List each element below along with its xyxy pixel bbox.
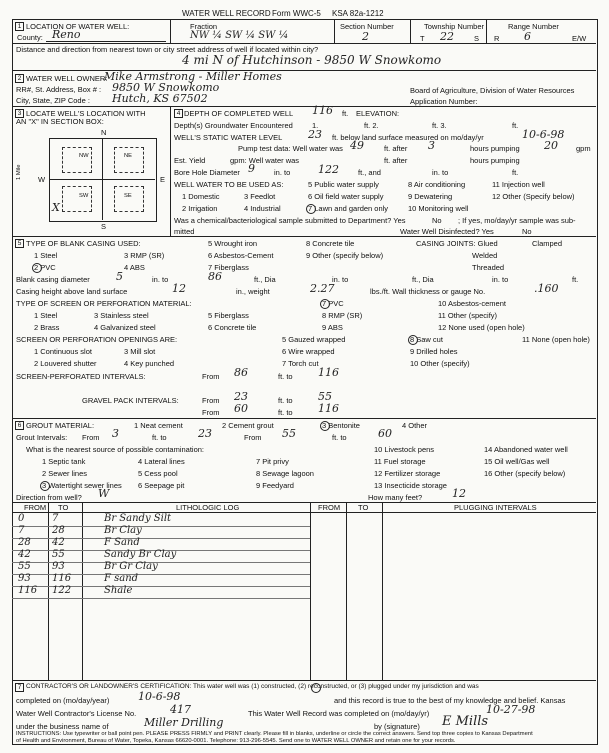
grout-intervals-label: Grout Intervals:	[16, 433, 68, 442]
log-description: F sand	[104, 573, 139, 584]
log-to: 93	[52, 561, 65, 572]
direction-label: Direction from well?	[16, 493, 82, 502]
opening-option: 8 Saw cut	[410, 335, 443, 344]
divider	[410, 19, 411, 43]
township-s: S	[474, 34, 480, 43]
county-value: Reno	[52, 28, 81, 41]
contam-option: 2 Sewer lines	[42, 469, 88, 478]
bact-label: Was a chemical/bacteriological sample submitted to Department? Yes	[174, 216, 406, 225]
selected-circle	[311, 683, 321, 693]
contamination-label: What is the nearest source of possible contamination:	[26, 445, 205, 454]
opening-option: 10 Other (specify)	[410, 359, 470, 368]
log-from: 28	[18, 537, 31, 548]
grout-from-label-2: From	[244, 433, 262, 442]
signature-label: by (signature)	[374, 722, 420, 731]
perf-from-label: From	[202, 372, 220, 381]
well-location-x: X	[52, 201, 60, 214]
screen-option: 11 Other (specify)	[438, 311, 498, 320]
pump-gpm-label: gpm	[576, 144, 591, 153]
form-statute: KSA 82a-1212	[332, 9, 384, 18]
screen-option: 5 Fiberglass	[208, 311, 249, 320]
grout-from: 3	[112, 427, 119, 440]
use-option: 8 Air conditioning	[408, 180, 466, 189]
casing-option: 2 PVC	[34, 263, 56, 272]
contam-option: 10 Livestock pens	[374, 445, 435, 454]
gravel-to-2: 116	[318, 402, 339, 415]
joints-label: CASING JOINTS: Glued	[416, 239, 498, 248]
selected-circle	[320, 421, 330, 431]
screen-option: 3 Stainless steel	[94, 311, 149, 320]
use-option: 6 Oil field water supply	[308, 192, 384, 201]
elevation-label: ELEVATION:	[356, 109, 400, 118]
contam-option: 13 Insecticide storage	[374, 481, 447, 490]
contam-option: 14 Abandoned water well	[484, 445, 568, 454]
use-option: 9 Dewatering	[408, 192, 453, 201]
yield-hours: hours pumping	[470, 156, 520, 165]
perf-from: 86	[234, 366, 248, 379]
screen-label: TYPE OF SCREEN OR PERFORATION MATERIAL:	[16, 299, 192, 308]
blank-ft-dia: ft., Dia	[412, 275, 434, 284]
range-ew: E/W	[572, 34, 587, 43]
label-sw: SW	[79, 193, 89, 199]
perf-label: SCREEN-PERFORATED INTERVALS:	[16, 372, 146, 381]
gravel-to-label: ft. to	[278, 396, 293, 405]
quarter-ne	[114, 147, 144, 173]
opening-option: 5 Gauzed wrapped	[282, 335, 346, 344]
instructions: INSTRUCTIONS: Use typewriter or ball point pen. PLEASE PRESS FIRMLY and PRINT clearly. Please fill in blanks, underline or circle the correct answers. Send top three copies to Kansas Department	[16, 731, 533, 737]
opening-option: 11 None (open hole)	[522, 335, 590, 344]
compass-n: N	[101, 128, 107, 137]
rule	[12, 418, 596, 419]
log-from-header: FROM	[24, 503, 47, 512]
log-from: 42	[18, 549, 31, 560]
screen-option: 8 RMP (SR)	[322, 311, 363, 320]
address-label: RR#, St. Address, Box # :	[16, 85, 102, 94]
rule	[12, 70, 596, 71]
county-line	[46, 41, 166, 42]
height-label: Casing height above land surface	[16, 287, 128, 296]
divider	[170, 19, 171, 43]
pump-hours: 3	[428, 139, 435, 152]
completed-label: completed on (mo/day/year)	[16, 696, 110, 705]
rule	[12, 512, 596, 513]
log-to2-header: TO	[358, 503, 369, 512]
log-from: 7	[18, 525, 25, 536]
use-option: 1 Domestic	[182, 192, 220, 201]
use-option: 3 Feedlot	[244, 192, 276, 201]
range-value: 6	[524, 30, 531, 43]
disinfected-no: No	[522, 227, 532, 236]
grout-option: 2 Cement grout	[222, 421, 274, 430]
blank-ft-end: ft.	[572, 275, 579, 284]
static-label: WELL'S STATIC WATER LEVEL	[174, 133, 283, 142]
use-option: 4 Industrial	[244, 204, 281, 213]
grout-to-label-2: ft. to	[332, 433, 347, 442]
bact-no: No	[432, 216, 442, 225]
use-option: 12 Other (Specify below)	[492, 192, 575, 201]
selected-circle	[306, 204, 316, 214]
opening-option: 4 Key punched	[124, 359, 175, 368]
log-from: 93	[18, 573, 31, 584]
static-value: 23	[308, 128, 322, 141]
log-description: Br Gr Clay	[104, 561, 158, 572]
opening-option: 3 Mill slot	[124, 347, 156, 356]
record-label: This Water Well Record was completed on (mo/day/yr)	[248, 709, 430, 718]
screen-option: 4 Galvanized steel	[94, 323, 156, 332]
height-value: 12	[172, 282, 186, 295]
city-value: Hutch, KS 67502	[112, 92, 208, 105]
direction-value: W	[98, 487, 110, 500]
signature: E Mills	[442, 714, 489, 729]
divider	[334, 19, 335, 43]
log-description: Br Clay	[104, 525, 142, 536]
opening-option: 9 Drilled holes	[410, 347, 458, 356]
log-to: 116	[52, 573, 72, 584]
gw-4: ft.	[512, 121, 519, 130]
joints-threaded: Threaded	[472, 263, 505, 272]
gravel-from-label-2: From	[202, 408, 220, 417]
bact-if: ; If yes, mo/day/yr sample was sub-	[458, 216, 576, 225]
selected-circle	[320, 299, 330, 309]
screen-option: 7 PVC	[322, 299, 344, 308]
gravel-from-label: From	[202, 396, 220, 405]
divider	[170, 106, 171, 236]
bore-ft2: ft.	[512, 168, 519, 177]
log-description: Br Sandy Silt	[104, 513, 172, 524]
casing-option: 1 Steel	[34, 251, 58, 260]
range-r: R	[494, 34, 500, 43]
gauge-value: .160	[534, 282, 559, 295]
use-option: 5 Public water supply	[308, 180, 379, 189]
screen-option: 6 Concrete tile	[208, 323, 257, 332]
casing-option: 9 Other (specify below)	[306, 251, 384, 260]
feet-label: How many feet?	[368, 493, 423, 502]
selected-circle	[408, 335, 418, 345]
section-number-4: 4	[174, 109, 183, 118]
section-label: Section Number	[340, 22, 394, 31]
yield-label: Est. Yield	[174, 156, 206, 165]
log-description: F Sand	[104, 537, 140, 548]
completed-date: 10-6-98	[138, 690, 181, 703]
screen-option: 10 Asbestos-cement	[438, 299, 506, 308]
gravel-from-2: 60	[234, 402, 248, 415]
grout-from-2: 55	[282, 427, 296, 440]
gravel-label: GRAVEL PACK INTERVALS:	[82, 396, 179, 405]
location-label: LOCATION OF WATER WELL:	[26, 22, 130, 31]
section-number-7: 7	[15, 683, 24, 692]
casing-option: 5 Wrought iron	[208, 239, 258, 248]
log-from2-header: FROM	[318, 503, 341, 512]
pump-hours-label: hours pumping	[470, 144, 520, 153]
use-option: 10 Monitoring well	[408, 204, 469, 213]
instructions-2: of Health and Environment, Bureau of Water, Topeka, Kansas 66620-0001. Telephone: 913-296-5545. Send one to WATER WELL OWNER and retain one for your records.	[16, 738, 456, 744]
log-to-header: TO	[58, 503, 69, 512]
form-number: Form WWC-5	[272, 9, 321, 18]
log-col	[82, 502, 83, 680]
section-value: 2	[362, 30, 369, 43]
bore-in: 9	[248, 162, 255, 175]
form-title: WATER WELL RECORD	[182, 9, 271, 18]
business-name: Miller Drilling	[144, 716, 224, 729]
township-t: T	[420, 34, 425, 43]
weight-label: in., weight	[236, 287, 270, 296]
license-number: 417	[170, 703, 191, 716]
city-label: City, State, ZIP Code :	[16, 96, 90, 105]
casing-label: TYPE OF BLANK CASING USED:	[26, 239, 141, 248]
gw-1: 1.	[312, 121, 319, 130]
screen-option: 1 Steel	[34, 311, 58, 320]
compass-w: W	[38, 175, 46, 184]
fraction-value: NW ¼ SW ¼ SW ¼	[190, 30, 289, 41]
contam-option: 7 Pit privy	[256, 457, 289, 466]
pump-after: ft. after	[384, 144, 408, 153]
gravel-to: 55	[318, 390, 332, 403]
section-box-h	[49, 179, 155, 180]
opening-option: 7 Torch cut	[282, 359, 319, 368]
openings-label: SCREEN OR PERFORATION OPENINGS ARE:	[16, 335, 178, 344]
blank-dia: ft., Dia	[254, 275, 276, 284]
screen-option: 12 None used (open hole)	[438, 323, 525, 332]
grout-option: 1 Neat cement	[134, 421, 183, 430]
yield-after: ft. after	[384, 156, 408, 165]
license-label: Water Well Contractor's License No.	[16, 709, 137, 718]
use-label: WELL WATER TO BE USED AS:	[174, 180, 284, 189]
certification-text-2: and this record is true to the best of my knowledge and belief. Kansas	[334, 696, 566, 705]
joints-clamped: Clamped	[532, 239, 563, 248]
groundwater-label: Depth(s) Groundwater Encountered	[174, 121, 293, 130]
section-number-5: 5	[15, 239, 24, 248]
log-to: 55	[52, 549, 65, 560]
yield-gpm: gpm: Well water was	[230, 156, 300, 165]
weight-value: 2.27	[310, 282, 335, 295]
selected-circle	[40, 481, 50, 491]
screen-option: 2 Brass	[34, 323, 60, 332]
section-number-3: 3	[15, 109, 24, 118]
section-number-2: 2	[15, 74, 24, 83]
depth-label: DEPTH OF COMPLETED WELL	[184, 109, 294, 118]
blank-in-to: in. to	[332, 275, 349, 284]
log-description: Shale	[104, 585, 133, 596]
opening-option: 6 Wire wrapped	[282, 347, 335, 356]
bact-mitted: mitted	[174, 227, 195, 236]
blank-diameter-label: Blank casing diameter	[16, 275, 90, 284]
township-label: Township Number	[424, 22, 485, 31]
grout-to-2: 60	[378, 427, 392, 440]
label-ne: NE	[124, 153, 133, 159]
perf-to: 116	[318, 366, 339, 379]
opening-option: 2 Louvered shutter	[34, 359, 97, 368]
bore-label: Bore Hole Diameter	[174, 168, 240, 177]
grout-option: 4 Other	[402, 421, 428, 430]
board-label: Board of Agriculture, Division of Water Resources	[410, 86, 575, 95]
bore-in2: in. to	[432, 168, 449, 177]
owner-label: WATER WELL OWNER:	[26, 74, 108, 83]
grout-option: 3 Bentonite	[322, 421, 360, 430]
rule	[12, 43, 596, 44]
log-plugging-header: PLUGGING INTERVALS	[454, 503, 537, 512]
pump-gpm: 20	[544, 139, 558, 152]
casing-option: 6 Asbestos-Cement	[208, 251, 274, 260]
locate-label: LOCATE WELL'S LOCATION WITH	[26, 109, 146, 118]
bore-and: ft., and	[358, 168, 381, 177]
locate-label-2: AN "X" IN SECTION BOX:	[16, 117, 104, 126]
gw-2: ft. 2.	[364, 121, 379, 130]
log-from: 0	[18, 513, 25, 524]
contam-option: 16 Other (specify below)	[484, 469, 566, 478]
record-date: 10-27-98	[486, 703, 536, 716]
log-to: 42	[52, 537, 65, 548]
pump-ft: 49	[350, 139, 364, 152]
rule	[12, 680, 596, 681]
use-option: 2 Irrigation	[182, 204, 218, 213]
range-label: Range Number	[508, 22, 559, 31]
compass-s: S	[101, 222, 107, 231]
water-well-record-form	[12, 10, 598, 745]
owner-value: Mike Armstrong - Miller Homes	[104, 70, 282, 83]
contam-option: 15 Oil well/Gas well	[484, 457, 550, 466]
label-nw: NW	[79, 153, 89, 159]
section-number-6: 6	[15, 421, 24, 430]
contam-option: 9 Feedyard	[256, 481, 294, 490]
gw-3: ft. 3.	[432, 121, 447, 130]
log-to: 122	[52, 585, 72, 596]
log-col	[346, 502, 347, 680]
log-to: 7	[52, 513, 59, 524]
depth-value: 116	[312, 104, 333, 117]
grout-label: GROUT MATERIAL:	[26, 421, 95, 430]
contam-option: 1 Septic tank	[42, 457, 86, 466]
log-to: 28	[52, 525, 65, 536]
mile-label: 1 Mile	[16, 164, 22, 180]
grout-from-label: From	[82, 433, 100, 442]
township-value: 22	[440, 30, 454, 43]
casing-option: 3 RMP (SR)	[124, 251, 165, 260]
gravel-to-label-2: ft. to	[278, 408, 293, 417]
address-value: 9850 W Snowkomo	[112, 81, 220, 94]
casing-option: 8 Concrete tile	[306, 239, 355, 248]
use-option: 7 Lawn and garden only	[308, 204, 389, 213]
log-from: 55	[18, 561, 31, 572]
gravel-from: 23	[234, 390, 248, 403]
casing-option: 4 ABS	[124, 263, 145, 272]
blank-to: in. to	[152, 275, 169, 284]
static-date: 10-6-98	[522, 128, 565, 141]
log-lithologic-header: LITHOLOGIC LOG	[176, 503, 240, 512]
blank-in-to2: in. to	[492, 275, 509, 284]
label-se: SE	[124, 193, 132, 199]
contam-option: 11 Fuel storage	[374, 457, 426, 466]
feet-value: 12	[452, 487, 466, 500]
perf-to-label: ft. to	[278, 372, 293, 381]
log-description: Sandy Br Clay	[104, 549, 177, 560]
joints-welded: Welded	[472, 251, 498, 260]
bore-to: in. to	[274, 168, 291, 177]
bore-ft: 122	[318, 163, 339, 176]
divider	[486, 19, 487, 43]
disinfected-label: Water Well Disinfected? Yes	[400, 227, 494, 236]
log-col	[48, 502, 49, 680]
distance-label: Distance and direction from nearest town or city street address of well if located within city?	[16, 45, 319, 54]
rule	[12, 106, 596, 107]
log-col	[310, 502, 311, 680]
contam-option: 4 Lateral lines	[138, 457, 185, 466]
contam-option: 8 Sewage lagoon	[256, 469, 314, 478]
opening-option: 1 Continuous slot	[34, 347, 92, 356]
contam-option: 5 Cess pool	[138, 469, 178, 478]
log-col	[382, 502, 383, 680]
distance-value: 4 mi N of Hutchinson - 9850 W Snowkomo	[182, 53, 442, 67]
contam-option: 12 Fertilizer storage	[374, 469, 441, 478]
depth-ft: ft.	[342, 109, 349, 118]
rule	[12, 236, 596, 237]
casing-option: 7 Fiberglass	[208, 263, 249, 272]
quarter-nw	[62, 147, 92, 173]
certification-text: CONTRACTOR'S OR LANDOWNER'S CERTIFICATION: This water well was (1) constructed, (2) reconstructed, or (3) plugged under my jurisdiction and was	[26, 683, 479, 690]
blank-ft: 86	[208, 270, 222, 283]
use-option: 11 Injection well	[492, 180, 545, 189]
blank-in: 5	[116, 270, 123, 283]
lbs-label: lbs./ft. Wall thickness or gauge No.	[370, 287, 486, 296]
log-from: 116	[18, 585, 38, 596]
form-frame	[12, 19, 598, 745]
contam-option: 6 Seepage pit	[138, 481, 185, 490]
compass-e: E	[160, 175, 166, 184]
selected-circle	[32, 263, 42, 273]
grout-to-label: ft. to	[152, 433, 167, 442]
log-row-line	[12, 598, 310, 599]
grout-to: 23	[198, 427, 212, 440]
pump-label: Pump test data: Well water was	[238, 144, 343, 153]
contam-option: 3 Watertight sewer lines	[42, 481, 122, 490]
static-after: ft. below land surface measured on mo/day/yr	[332, 133, 484, 142]
section-number-1: 1	[15, 22, 24, 31]
fraction-label: Fraction	[190, 22, 218, 31]
screen-option: 9 ABS	[322, 323, 343, 332]
business-label: under the business name of	[16, 722, 109, 731]
county-label: County:	[17, 33, 43, 42]
application-label: Application Number:	[410, 97, 478, 106]
